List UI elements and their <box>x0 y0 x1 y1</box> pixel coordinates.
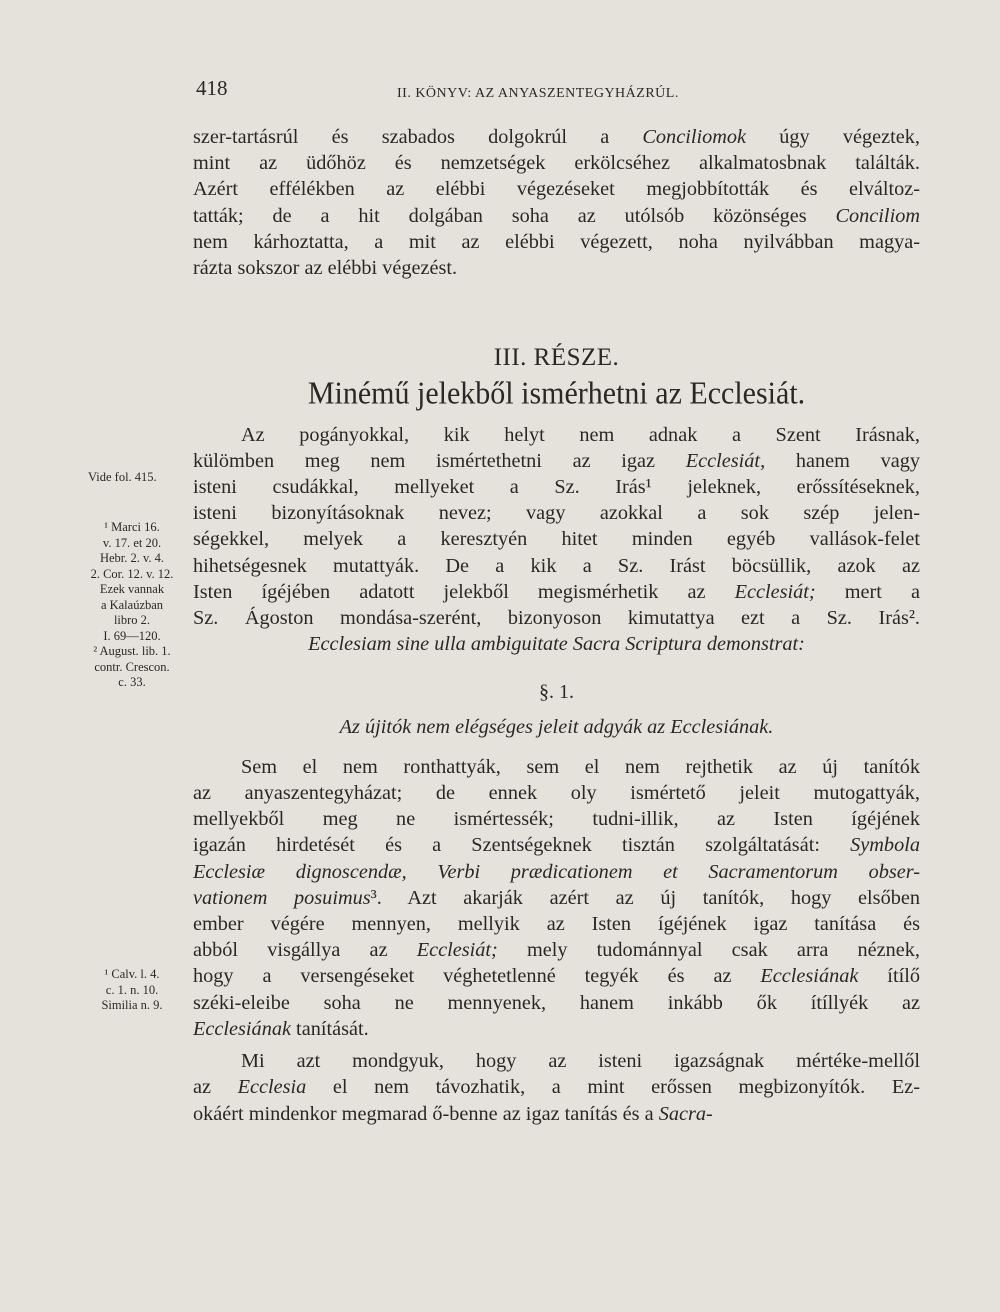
text-line <box>193 474 920 500</box>
text-segment: tanítását. <box>290 1017 369 1040</box>
text-line <box>193 963 920 989</box>
italic-text: Sacra- <box>658 1102 713 1125</box>
text-line <box>193 1016 920 1042</box>
text-segment: hihetségesnek mutattyák. De a kik a Sz. Irást böcsüllik, azok az <box>193 554 920 577</box>
text-segment: külömben meg nem ismértethetni az igaz <box>193 449 686 472</box>
paragraph-2 <box>193 422 920 658</box>
text-line <box>193 124 920 150</box>
text-segment: hogy a versengéseket véghetetlenné tegyék és az <box>193 965 761 988</box>
text-line <box>193 526 920 552</box>
italic-text: Ecclesiát; <box>416 939 498 962</box>
text-line <box>193 579 920 605</box>
italic-text: Ecclesiæ dignoscendæ, Verbi prædicationem et Sacramentorum obser- <box>193 860 920 883</box>
text-line <box>193 832 920 858</box>
margin-note-line: 2. Cor. 12. v. 12. <box>90 566 174 581</box>
text-line <box>193 1048 920 1074</box>
text-segment: mert a <box>815 580 920 603</box>
italic-text: Ecclesiának <box>760 965 859 988</box>
italic-text: Ecclesia <box>237 1076 307 1099</box>
paragraph-mark: §. 1. <box>539 681 574 704</box>
text-segment: ember végére mennyen, mellyik az Isten ígéjének igaz tanítása és <box>193 913 920 936</box>
text-segment: az <box>193 1076 238 1099</box>
margin-note-2 <box>82 520 182 691</box>
text-line <box>193 500 920 526</box>
main-text <box>193 124 920 1127</box>
italic-text: Symbola <box>850 834 920 857</box>
text-segment: mellyekből meg ne ismértessék; tudni-illik, az Isten ígéjének <box>193 808 920 831</box>
italic-text: Ecclesiának <box>193 1017 291 1040</box>
text-line <box>193 605 920 631</box>
text-segment: Sz. Ágoston mondása-szerént, bizonyoson kimutattya ezt a Sz. Irás². <box>193 607 920 630</box>
italic-text: Ecclesiát, <box>685 449 766 472</box>
text-segment: Isten ígéjében adatott jelekből megismérhetik az <box>193 580 735 603</box>
text-line <box>193 631 920 657</box>
text-segment: ítílő <box>858 965 920 988</box>
text-segment: Sem el nem ronthattyák, sem el nem rejthetik az új tanítók <box>241 755 920 778</box>
text-line <box>193 990 920 1016</box>
margin-note-line: I. 69—120. <box>103 628 161 643</box>
italic-text: Ecclesiát; <box>734 580 816 603</box>
text-line <box>193 885 920 911</box>
italic-text: Ecclesiam sine ulla ambiguitate Sacra Scriptura demonstrat: <box>308 633 805 656</box>
margin-note-line: Similia n. 9. <box>101 998 163 1012</box>
text-line <box>193 176 920 202</box>
text-segment: igazán hirdetését és a Szentségeknek tisztán szolgáltatását: <box>193 834 851 857</box>
text-segment: széki-eleibe soha ne mennyenek, hanem inkább ők ítíllyék az <box>193 991 920 1014</box>
text-segment: isteni bizonyításoknak nevez; vagy azokkal a sok szép jelen- <box>193 502 920 525</box>
margin-note-line: v. 17. et 20. <box>102 535 162 550</box>
margin-note-line: c. 1. n. 10. <box>105 982 159 997</box>
margin-note-line: ¹ Marci 16. <box>104 520 160 534</box>
text-segment: hanem vagy <box>765 449 920 472</box>
text-line <box>193 150 920 176</box>
text-line <box>193 1101 920 1127</box>
text-line <box>193 255 920 281</box>
text-segment: mint az üdőhöz és nemzetségek erkölcséhez alkalmatosbnak találták. <box>193 152 920 175</box>
subsection-title: Az újitók nem elégséges jeleit adgyák az Ecclesiának. <box>339 715 774 738</box>
section-number: III. RÉSZE. <box>493 344 620 372</box>
text-segment: el nem távozhatik, a mint erőssen megbizonyítók. Ez- <box>306 1076 920 1099</box>
margin-note-line: ¹ Calv. l. 4. <box>104 967 160 981</box>
paragraph-1 <box>193 124 920 281</box>
margin-note-line: c. 33. <box>118 675 146 689</box>
text-segment: Az pogányokkal, kik helyt nem adnak a Szent Irásnak, <box>241 423 920 446</box>
paragraph-4 <box>193 1048 920 1127</box>
text-segment: abból visgállya az <box>193 939 417 962</box>
text-line <box>193 1074 920 1100</box>
text-line <box>193 203 920 229</box>
margin-note-line: a Kalaúzban <box>100 597 164 612</box>
margin-note-line: Hebr. 2. v. 4. <box>99 551 165 565</box>
text-line <box>193 806 920 832</box>
text-line <box>193 859 920 885</box>
page-number: 418 <box>196 76 228 100</box>
text-segment: rázta sokszor az elébbi végezést. <box>193 257 458 280</box>
italic-text: Conciliomok <box>642 126 747 148</box>
text-segment: okáért mindenkor megmarad ő-benne az igaz tanítás és a <box>193 1102 659 1125</box>
text-segment: Mi azt mondgyuk, hogy az isteni igazságnak mértéke-mellől <box>241 1050 920 1073</box>
margin-note-3 <box>82 967 182 1014</box>
section-title: Minémű jelekből ismérhetni az Ecclesiát. <box>307 376 806 412</box>
text-line <box>193 754 920 780</box>
text-segment: mely tudománnyal csak arra néznek, <box>497 939 920 962</box>
text-segment: tatták; de a hit dolgában soha az utólsób közönséges <box>193 204 836 227</box>
text-line <box>193 229 920 255</box>
text-segment: az anyaszentegyházat; de ennek oly ismértető jeleit mutogattyák, <box>193 782 920 805</box>
margin-note-line: Ezek vannak <box>99 582 165 596</box>
margin-note-1: Vide fol. 415. <box>88 470 157 484</box>
paragraph-3 <box>193 754 920 1042</box>
text-segment: Azért effélékben az elébbi végezéseket megjobbították és elváltoz- <box>193 178 920 201</box>
text-line <box>193 780 920 806</box>
text-segment: szer-tartásrúl és szabados dolgokrúl a <box>193 126 643 148</box>
text-segment: nem kárhoztatta, a mit az elébbi végezett, noha nyilvábban magya- <box>193 230 920 253</box>
text-line <box>193 937 920 963</box>
text-segment: isteni csudákkal, mellyeket a Sz. Irás¹ jeleknek, erőssítéseknek, <box>193 476 920 499</box>
text-line <box>193 448 920 474</box>
running-head: II. KÖNYV: AZ ANYASZENTEGYHÁZRÚL. <box>397 86 679 101</box>
text-segment: ségekkel, melyek a keresztyén hitet minden egyéb vallások-felet <box>193 528 920 551</box>
margin-note-line: ² August. lib. 1. <box>93 644 171 658</box>
text-line <box>193 553 920 579</box>
text-line <box>193 911 920 937</box>
italic-text: vationem posuimus <box>193 886 371 909</box>
margin-note-line: libro 2. <box>113 613 151 627</box>
italic-text: Conciliom <box>835 204 920 227</box>
text-segment: ³. Azt akarják azért az új tanítók, hogy elsőben <box>370 886 920 909</box>
text-segment: úgy végeztek, <box>746 126 920 148</box>
margin-note-line: contr. Crescon. <box>94 659 170 674</box>
text-line <box>193 422 920 448</box>
